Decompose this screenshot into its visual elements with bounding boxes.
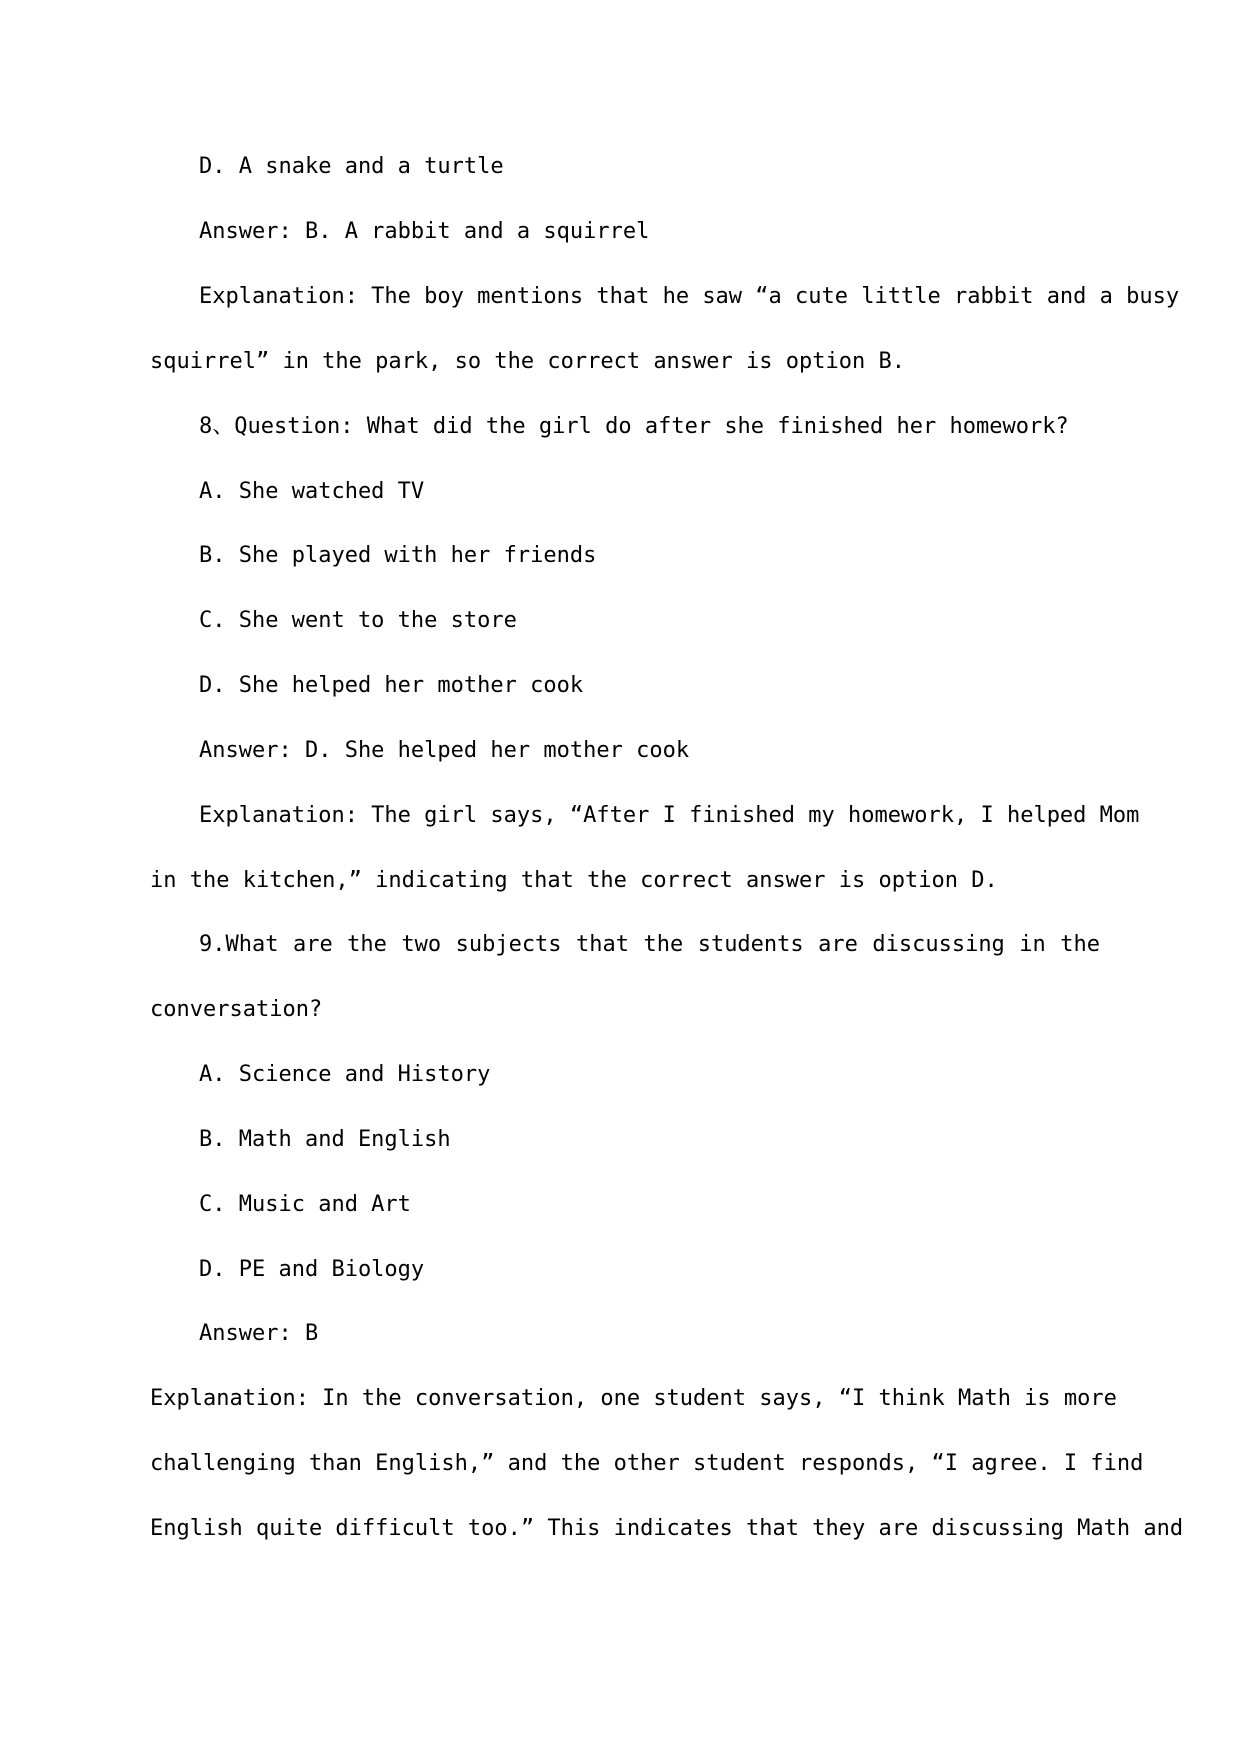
- option-line: B. She played with her friends: [199, 543, 597, 568]
- explanation-line: Explanation: The boy mentions that he saw “a cute little rabbit and a busy: [199, 284, 1180, 309]
- option-line: D. PE and Biology: [199, 1257, 425, 1282]
- question-line: 8、Question: What did the girl do after she finished her homework?: [199, 414, 1069, 439]
- answer-line: Answer: D. She helped her mother cook: [199, 738, 690, 763]
- explanation-line: challenging than English,” and the other student responds, “I agree. I find: [150, 1451, 1144, 1476]
- explanation-line: English quite difficult too.” This indicates that they are discussing Math and: [150, 1516, 1184, 1541]
- explanation-line: squirrel” in the park, so the correct answer is option B.: [150, 349, 905, 374]
- question-line: conversation?: [150, 997, 323, 1022]
- option-line: D. She helped her mother cook: [199, 673, 584, 698]
- option-line: C. She went to the store: [199, 608, 517, 633]
- option-line: D. A snake and a turtle: [199, 154, 504, 179]
- explanation-line: Explanation: The girl says, “After I finished my homework, I helped Mom: [199, 803, 1140, 828]
- question-line: 9.What are the two subjects that the students are discussing in the: [199, 932, 1100, 957]
- explanation-line: in the kitchen,” indicating that the correct answer is option D.: [150, 868, 998, 893]
- option-line: A. She watched TV: [199, 479, 425, 504]
- answer-line: Answer: B. A rabbit and a squirrel: [199, 219, 650, 244]
- explanation-line: Explanation: In the conversation, one student says, “I think Math is more: [150, 1386, 1117, 1411]
- option-line: A. Science and History: [199, 1062, 491, 1087]
- option-line: C. Music and Art: [199, 1192, 411, 1217]
- option-line: B. Math and English: [199, 1127, 451, 1152]
- answer-line: Answer: B: [199, 1321, 319, 1346]
